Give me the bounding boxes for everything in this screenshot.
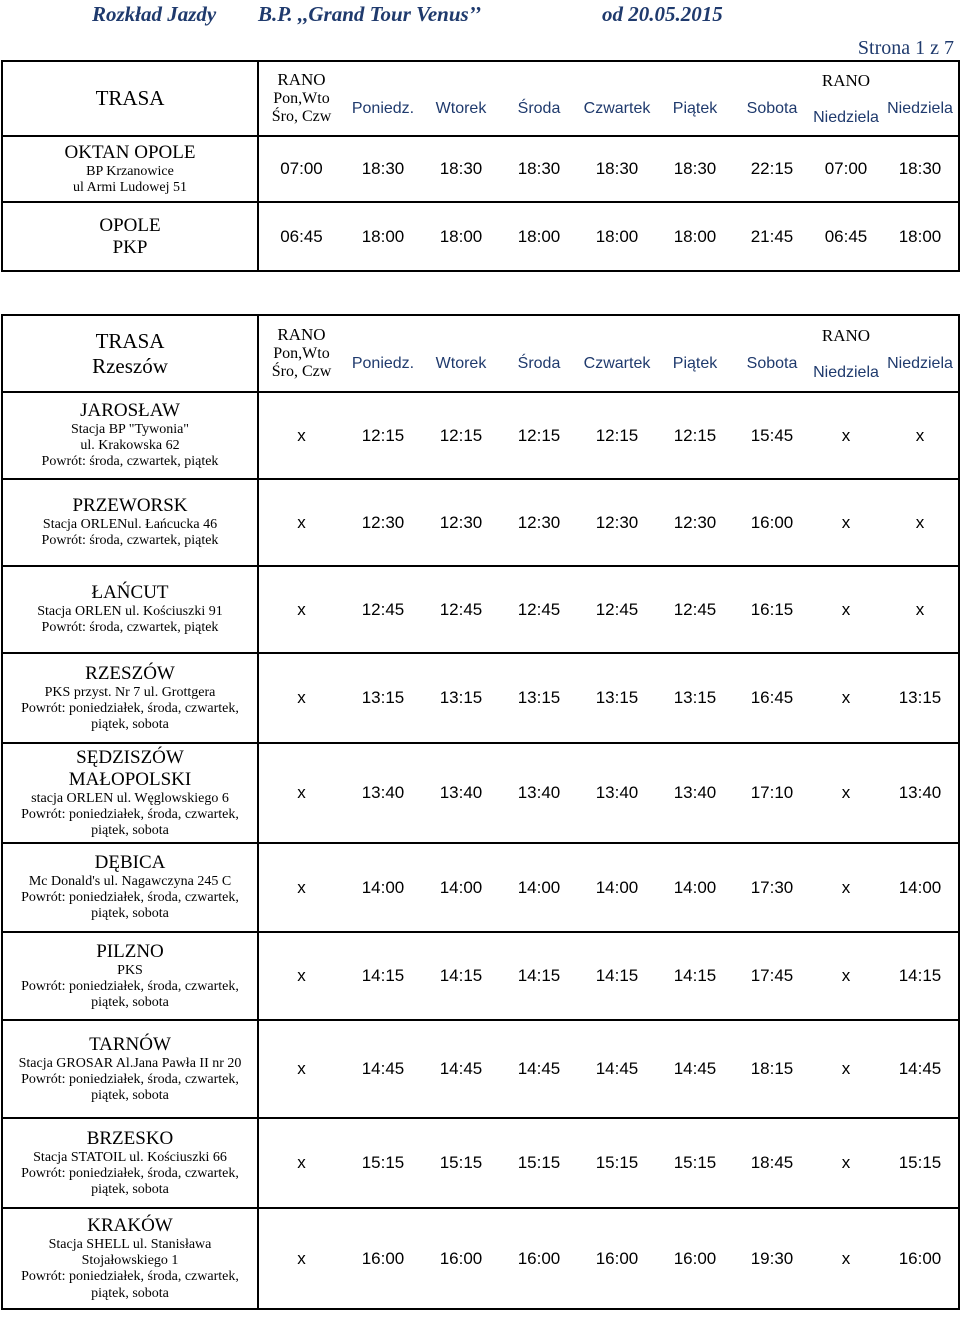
first-col-line1: Pon,Wto: [273, 89, 330, 107]
time-cell: 16:00: [578, 1208, 656, 1308]
rano-label: RANO: [277, 325, 326, 345]
stop-detail: Stojałowskiego 1: [81, 1253, 179, 1269]
time-cell: 22:15: [734, 136, 810, 202]
time-cell: x: [258, 653, 344, 743]
trasa-subtitle: Rzeszów: [92, 353, 168, 378]
rano-label: RANO: [821, 325, 871, 345]
schedule-table-opole: [3, 62, 958, 270]
stop-detail: Powrót: poniedziałek, środa, czwartek,: [21, 1071, 239, 1087]
time-cell: x: [258, 932, 344, 1020]
time-cell: 07:00: [810, 136, 882, 202]
day-header: Środa: [517, 99, 561, 117]
time-cell: 18:30: [578, 136, 656, 202]
page-header: [0, 0, 960, 32]
time-cell: x: [882, 479, 958, 566]
time-cell: 18:30: [344, 136, 422, 202]
stop-detail: Powrót: środa, czwartek, piątek: [41, 454, 219, 470]
table-row: [3, 202, 958, 270]
day-header-sunday-rano: [810, 316, 882, 392]
time-cell: x: [258, 843, 344, 932]
time-cell: x: [258, 1020, 344, 1118]
day-header: Poniedz.: [351, 354, 415, 372]
stop-detail: Powrót: poniedziałek, środa, czwartek,: [21, 806, 239, 822]
time-cell: 12:45: [344, 566, 422, 653]
stop-detail: Powrót: środa, czwartek, piątek: [41, 620, 219, 636]
table-header-row: [3, 316, 958, 392]
stop-detail: PKS: [117, 962, 143, 978]
time-cell: 16:00: [734, 479, 810, 566]
time-cell: 06:45: [258, 202, 344, 270]
stop-detail: piątek, sobota: [91, 1181, 169, 1197]
day-header: Piątek: [672, 354, 718, 372]
time-cell: 13:40: [500, 743, 578, 843]
stop-name-line2: MAŁOPOLSKI: [68, 768, 192, 790]
time-cell: 12:30: [344, 479, 422, 566]
stop-detail: Powrót: poniedziałek, środa, czwartek,: [21, 1269, 239, 1285]
stop-detail: PKS przyst. Nr 7 ul. Grottgera: [44, 684, 216, 700]
time-cell: x: [810, 1118, 882, 1208]
time-cell: x: [810, 392, 882, 479]
stop-name: JAROSŁAW: [80, 400, 180, 422]
table-row: [3, 1208, 958, 1308]
stop-cell: [3, 202, 258, 270]
time-cell: 16:00: [656, 1208, 734, 1308]
time-cell: x: [258, 479, 344, 566]
time-cell: 18:00: [656, 202, 734, 270]
first-column-header: [258, 62, 344, 136]
time-cell: 14:45: [578, 1020, 656, 1118]
table-row: [3, 479, 958, 566]
time-cell: x: [810, 743, 882, 843]
stop-detail: Mc Donald's ul. Nagawczyna 245 C: [28, 874, 232, 890]
stop-detail: ul Armi Ludowej 51: [73, 179, 187, 195]
page-number: Strona 1 z 7: [857, 37, 954, 59]
table-header-row: [3, 62, 958, 136]
time-cell: 12:45: [422, 566, 500, 653]
day-header: Czwartek: [583, 99, 651, 117]
first-column-header: [258, 316, 344, 392]
stop-detail: piątek, sobota: [91, 716, 169, 732]
stop-cell: [3, 136, 258, 202]
time-cell: 16:00: [500, 1208, 578, 1308]
time-cell: 06:45: [810, 202, 882, 270]
time-cell: 18:45: [734, 1118, 810, 1208]
time-cell: 12:45: [656, 566, 734, 653]
time-cell: 15:15: [344, 1118, 422, 1208]
time-cell: 18:00: [882, 202, 958, 270]
stop-detail: BP Krzanowice: [86, 163, 174, 179]
stop-detail: Powrót: poniedziałek, środa, czwartek,: [21, 700, 239, 716]
stop-name: PILZNO: [96, 940, 164, 962]
stop-detail: piątek, sobota: [91, 1087, 169, 1103]
time-cell: 19:30: [734, 1208, 810, 1308]
stop-detail: stacja ORLEN ul. Węglowskiego 6: [31, 790, 229, 806]
time-cell: 14:00: [882, 843, 958, 932]
first-col-line1: Pon,Wto: [273, 344, 330, 362]
time-cell: 12:15: [422, 392, 500, 479]
day-header: Niedziela: [813, 108, 879, 126]
stop-detail: piątek, sobota: [91, 906, 169, 922]
time-cell: 14:00: [344, 843, 422, 932]
header-title: Rozkład Jazdy: [92, 2, 217, 26]
trasa-label: TRASA: [95, 329, 165, 354]
day-header: Wtorek: [435, 99, 487, 117]
time-cell: x: [810, 566, 882, 653]
time-cell: 21:45: [734, 202, 810, 270]
stop-detail: ul. Krakowska 62: [80, 438, 180, 454]
trasa-cell: [3, 316, 258, 392]
header-company: B.P. ,,Grand Tour Venus’’: [258, 2, 482, 26]
time-cell: 16:00: [422, 1208, 500, 1308]
time-cell: 15:15: [882, 1118, 958, 1208]
day-header: Niedziela: [813, 363, 879, 381]
time-cell: x: [258, 566, 344, 653]
time-cell: 17:30: [734, 843, 810, 932]
stop-cell: [3, 392, 258, 479]
time-cell: 17:45: [734, 932, 810, 1020]
time-cell: 14:15: [500, 932, 578, 1020]
table-row: [3, 1020, 958, 1118]
day-header: Sobota: [746, 354, 798, 372]
day-header: Niedziela: [887, 354, 953, 372]
time-cell: 14:45: [344, 1020, 422, 1118]
schedule-body: [3, 392, 958, 1308]
time-cell: 18:30: [656, 136, 734, 202]
header-date: od 20.05.2015: [602, 2, 723, 26]
table-row: [3, 1118, 958, 1208]
time-cell: 14:45: [422, 1020, 500, 1118]
stop-detail: piątek, sobota: [91, 1285, 169, 1301]
time-cell: 14:00: [578, 843, 656, 932]
table-row: [3, 392, 958, 479]
time-cell: x: [258, 392, 344, 479]
time-cell: 13:15: [422, 653, 500, 743]
stop-detail: Stacja BP "Tywonia": [70, 422, 190, 438]
day-header: Środa: [517, 354, 561, 372]
time-cell: 14:15: [344, 932, 422, 1020]
time-cell: 12:15: [656, 392, 734, 479]
time-cell: 13:15: [500, 653, 578, 743]
time-cell: 14:00: [656, 843, 734, 932]
time-cell: x: [810, 843, 882, 932]
time-cell: 18:30: [500, 136, 578, 202]
time-cell: 13:40: [656, 743, 734, 843]
stop-cell: [3, 1118, 258, 1208]
stop-detail: Stacja GROSAR Al.Jana Pawła II nr 20: [18, 1055, 242, 1071]
stop-name: RZESZÓW: [85, 662, 175, 684]
stop-detail: Stacja SHELL ul. Stanisława: [48, 1237, 212, 1253]
time-cell: 13:15: [882, 653, 958, 743]
stop-detail: piątek, sobota: [91, 994, 169, 1010]
time-cell: x: [810, 1208, 882, 1308]
day-header: Sobota: [746, 99, 798, 117]
day-header: Czwartek: [583, 354, 651, 372]
first-col-line2: Śro, Czw: [271, 363, 332, 381]
time-cell: 12:30: [500, 479, 578, 566]
time-cell: 12:30: [656, 479, 734, 566]
time-cell: x: [810, 1020, 882, 1118]
time-cell: 14:45: [500, 1020, 578, 1118]
time-cell: 14:15: [422, 932, 500, 1020]
table-row: [3, 843, 958, 932]
table-row: [3, 743, 958, 843]
stop-name: SĘDZISZÓW: [76, 747, 184, 769]
time-cell: 13:15: [656, 653, 734, 743]
time-cell: 13:15: [578, 653, 656, 743]
time-cell: 16:00: [882, 1208, 958, 1308]
day-header-sunday-rano: [810, 62, 882, 136]
time-cell: 07:00: [258, 136, 344, 202]
time-cell: 12:15: [578, 392, 656, 479]
stop-detail: PKP: [112, 236, 148, 258]
time-cell: 13:15: [344, 653, 422, 743]
day-header: Niedziela: [887, 99, 953, 117]
stop-name: OKTAN OPOLE: [64, 141, 196, 163]
stop-name: ŁAŃCUT: [91, 582, 169, 604]
time-cell: 14:15: [656, 932, 734, 1020]
table-row: [3, 932, 958, 1020]
stop-name: PRZEWORSK: [72, 495, 188, 517]
time-cell: x: [882, 566, 958, 653]
stop-detail: Powrót: środa, czwartek, piątek: [41, 533, 219, 549]
time-cell: 13:40: [422, 743, 500, 843]
time-cell: 12:45: [500, 566, 578, 653]
time-cell: 18:00: [344, 202, 422, 270]
day-header: Wtorek: [435, 354, 487, 372]
stop-name: OPOLE: [99, 214, 161, 236]
time-cell: 18:00: [578, 202, 656, 270]
stop-cell: [3, 1020, 258, 1118]
stop-cell: [3, 843, 258, 932]
stop-name: KRAKÓW: [87, 1215, 173, 1237]
time-cell: 14:00: [422, 843, 500, 932]
time-cell: 12:30: [578, 479, 656, 566]
rano-label: RANO: [821, 70, 871, 90]
stop-detail: piątek, sobota: [91, 822, 169, 838]
stop-detail: Stacja ORLEN ul. Kościuszki 91: [37, 604, 223, 620]
time-cell: x: [258, 743, 344, 843]
time-cell: 13:40: [882, 743, 958, 843]
time-cell: 15:15: [578, 1118, 656, 1208]
time-cell: 18:00: [422, 202, 500, 270]
stop-detail: Powrót: poniedziałek, środa, czwartek,: [21, 978, 239, 994]
time-cell: x: [882, 392, 958, 479]
stop-detail: Powrót: poniedziałek, środa, czwartek,: [21, 1165, 239, 1181]
table-row: [3, 653, 958, 743]
stop-detail: Stacja ORLENul. Łańcucka 46: [42, 517, 218, 533]
time-cell: x: [810, 932, 882, 1020]
time-cell: 14:15: [882, 932, 958, 1020]
table-row: [3, 566, 958, 653]
time-cell: 18:00: [500, 202, 578, 270]
trasa-label: TRASA: [3, 62, 258, 136]
time-cell: 12:30: [422, 479, 500, 566]
time-cell: 18:15: [734, 1020, 810, 1118]
time-cell: 12:15: [344, 392, 422, 479]
time-cell: 14:45: [656, 1020, 734, 1118]
stop-detail: Powrót: poniedziałek, środa, czwartek,: [21, 890, 239, 906]
stop-detail: Stacja STATOIL ul. Kościuszki 66: [33, 1149, 227, 1165]
time-cell: x: [258, 1208, 344, 1308]
time-cell: x: [258, 1118, 344, 1208]
time-cell: 15:15: [656, 1118, 734, 1208]
time-cell: 16:00: [344, 1208, 422, 1308]
time-cell: 15:45: [734, 392, 810, 479]
schedule-table-rzeszow: [3, 316, 958, 1308]
stop-name: TARNÓW: [89, 1033, 171, 1055]
stop-name: BRZESKO: [86, 1127, 174, 1149]
time-cell: 16:15: [734, 566, 810, 653]
day-header: Piątek: [672, 99, 718, 117]
table-row: [3, 136, 958, 202]
time-cell: 18:30: [422, 136, 500, 202]
time-cell: 12:15: [500, 392, 578, 479]
stop-cell: [3, 566, 258, 653]
time-cell: 12:45: [578, 566, 656, 653]
time-cell: 18:30: [882, 136, 958, 202]
day-header: Poniedz.: [351, 99, 415, 117]
rano-label: RANO: [277, 70, 326, 90]
time-cell: x: [810, 653, 882, 743]
time-cell: 17:10: [734, 743, 810, 843]
time-cell: 13:40: [344, 743, 422, 843]
time-cell: 13:40: [578, 743, 656, 843]
stop-cell: [3, 1208, 258, 1308]
stop-cell: [3, 932, 258, 1020]
time-cell: 15:15: [422, 1118, 500, 1208]
time-cell: 14:45: [882, 1020, 958, 1118]
time-cell: x: [810, 479, 882, 566]
stop-cell: [3, 653, 258, 743]
time-cell: 14:00: [500, 843, 578, 932]
first-col-line2: Śro, Czw: [271, 108, 332, 126]
stop-cell: [3, 479, 258, 566]
stop-cell: [3, 743, 258, 843]
time-cell: 14:15: [578, 932, 656, 1020]
time-cell: 16:45: [734, 653, 810, 743]
time-cell: 15:15: [500, 1118, 578, 1208]
stop-name: DĘBICA: [94, 852, 166, 874]
